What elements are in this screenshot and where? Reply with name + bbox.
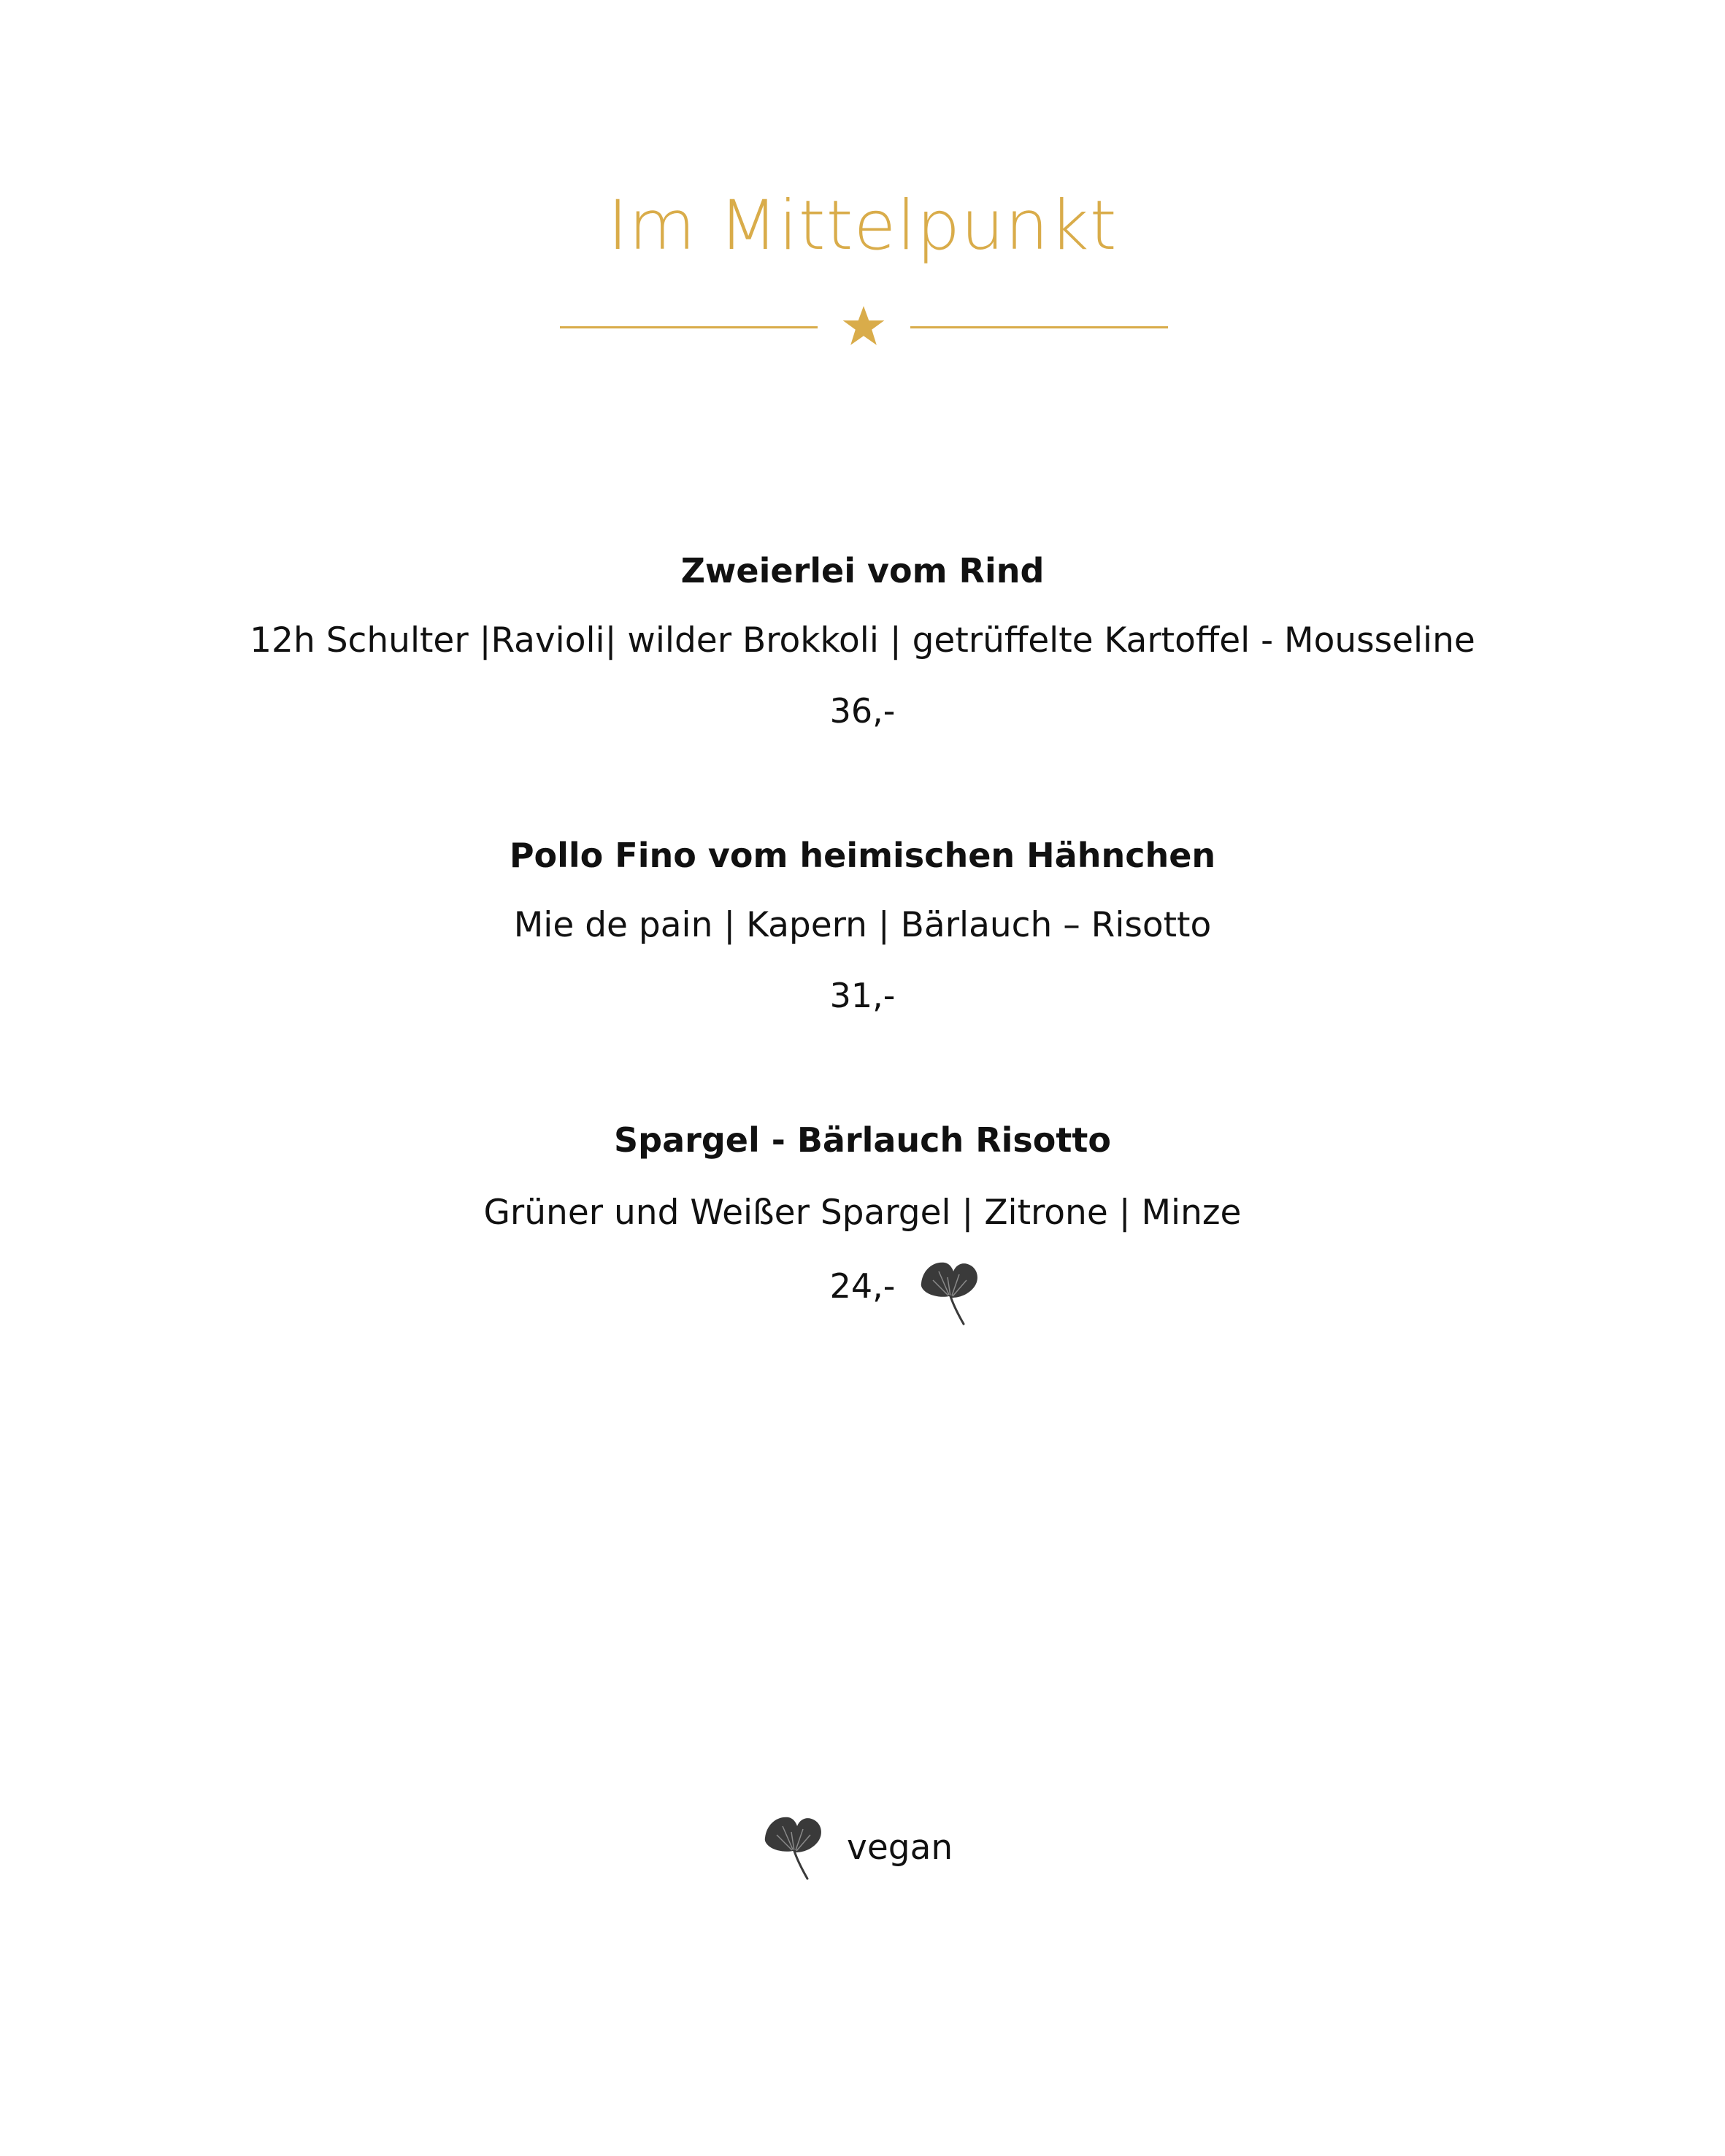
dish-price-value: 24,- xyxy=(829,1266,896,1306)
divider-line-right xyxy=(910,326,1168,328)
dish-price xyxy=(0,689,1725,733)
title-divider xyxy=(0,302,1725,353)
dish-item xyxy=(0,1118,1725,1308)
legend-label: vegan xyxy=(847,1828,953,1868)
dish-item xyxy=(0,549,1725,733)
dish-name: Zweierlei vom Rind xyxy=(680,551,1045,590)
dish-description: Grüner und Weißer Spargel | Zitrone | Minze xyxy=(483,1193,1242,1233)
dish-price xyxy=(0,1264,1725,1308)
dish-name: Spargel - Bärlauch Risotto xyxy=(614,1120,1111,1160)
star-icon xyxy=(840,302,888,350)
menu-header xyxy=(0,182,1725,270)
dish-price-value: 36,- xyxy=(829,691,896,731)
dish-name: Pollo Fino vom heimischen Hähnchen xyxy=(509,836,1216,875)
vegan-legend xyxy=(759,1810,1051,1890)
dish-item xyxy=(0,833,1725,1017)
dish-price xyxy=(0,974,1725,1017)
page-title: Im Mittelpunkt xyxy=(607,186,1118,266)
divider-line-left xyxy=(560,326,818,328)
dish-description: Mie de pain | Kapern | Bärlauch – Risotto xyxy=(513,905,1212,945)
dish-price-value: 31,- xyxy=(829,976,896,1015)
ginkgo-leaf-icon xyxy=(915,1255,981,1328)
dish-description: 12h Schulter |Ravioli| wilder Brokkoli | getrüffelte Kartoffel - Mousseline xyxy=(250,620,1475,661)
ginkgo-leaf-icon xyxy=(759,1810,825,1883)
